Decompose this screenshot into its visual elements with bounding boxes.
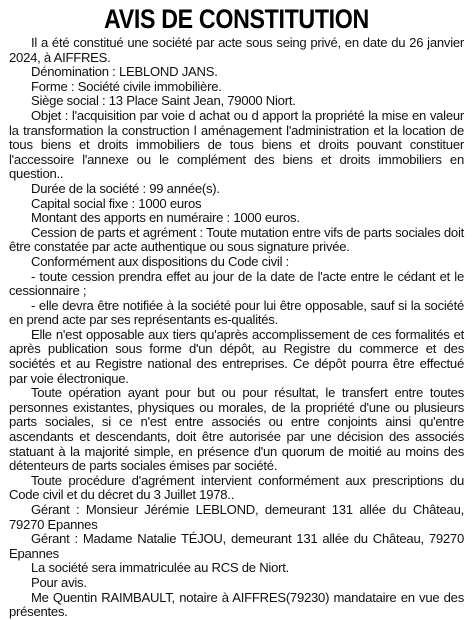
paragraph-opposabilite: Elle n'est opposable aux tiers qu'après accomplissement de ces formalités et après publication sous forme d'un dépôt, au Registre du commerce et des sociétés et au Registre national des entreprises. Ce dépôt pourra être effectué par voie électronique. [9,326,464,386]
paragraph-constitution: Il a été constitué une société par acte sous seing privé, en date du 26 janvier 2024, à AIFFRES. [9,35,464,65]
paragraph-objet: Objet : l'acquisition par voie d achat ou d apport la propriété la mise en valeur la transformation la construction l aménagement l'administration et la location de tous biens et droits immobiliers de tous biens et droits pouvant constituer l'accessoire l'annexe ou le complément des biens et droits immobiliers en question.. [9,107,464,182]
paragraph-gerant-2: Gérant : Madame Natalie TÉJOU, demeurant 131 allée du Château, 79270 Epannes [9,531,464,561]
paragraph-siege-social: Siège social : 13 Place Saint Jean, 79000 Niort. [31,93,296,109]
notice-title: AVIS DE CONSTITUTION [104,4,369,34]
paragraph-denomination: Dénomination : LEBLOND JANS. [31,64,218,80]
paragraph-code-civil: Conformément aux dispositions du Code civil : [31,253,290,269]
paragraph-notaire: Me Quentin RAIMBAULT, notaire à AIFFRES(79230) mandataire en vue des présentes. [9,589,464,620]
paragraph-cession-effet: - toute cession prendra effet au jour de la date de l'acte entre le cédant et le cessionnaire ; [9,268,464,299]
paragraph-pour-avis: Pour avis. [31,574,87,590]
paragraph-gerant-1: Gérant : Monsieur Jérémie LEBLOND, demeurant 131 allée du Château, 79270 Epannes [9,502,464,532]
paragraph-notification: - elle devra être notifiée à la société pour lui être opposable, sauf si la société en prend acte par ses représentants es-qualités. [9,297,464,328]
notice-body [9,36,464,620]
paragraph-procedure-agrement: Toute procédure d'agrément intervient conformément aux prescriptions du Code civil et du décret du 3 Juillet 1978.. [9,472,464,503]
paragraph-cession-agrement: Cession de parts et agrément : Toute mutation entre vifs de parts sociales doit être constatée par acte authentique ou sous signature privée. [9,224,464,255]
paragraph-apports: Montant des apports en numéraire : 1000 euros. [31,210,300,226]
paragraph-forme: Forme : Société civile immobilière. [31,78,222,94]
paragraph-capital: Capital social fixe : 1000 euros [31,195,202,211]
paragraph-transfert: Toute opération ayant pour but ou pour résultat, le transfert entre toutes personnes existantes, physiques ou morales, de la propriété d'une ou plusieurs parts sociales, si ce n'est entre associés ou entre conjoints ainsi qu'entre ascendants et descendants, doit être autorisée par une décision des associés statuant à la majorité simple, en présence d'un quorum de moitié au moins des détenteurs de parts sociales émises par société. [9,385,464,474]
paragraph-duree: Durée de la société : 99 année(s). [31,180,220,196]
paragraph-immatriculation: La société sera immatriculée au RCS de Niort. [31,560,290,576]
